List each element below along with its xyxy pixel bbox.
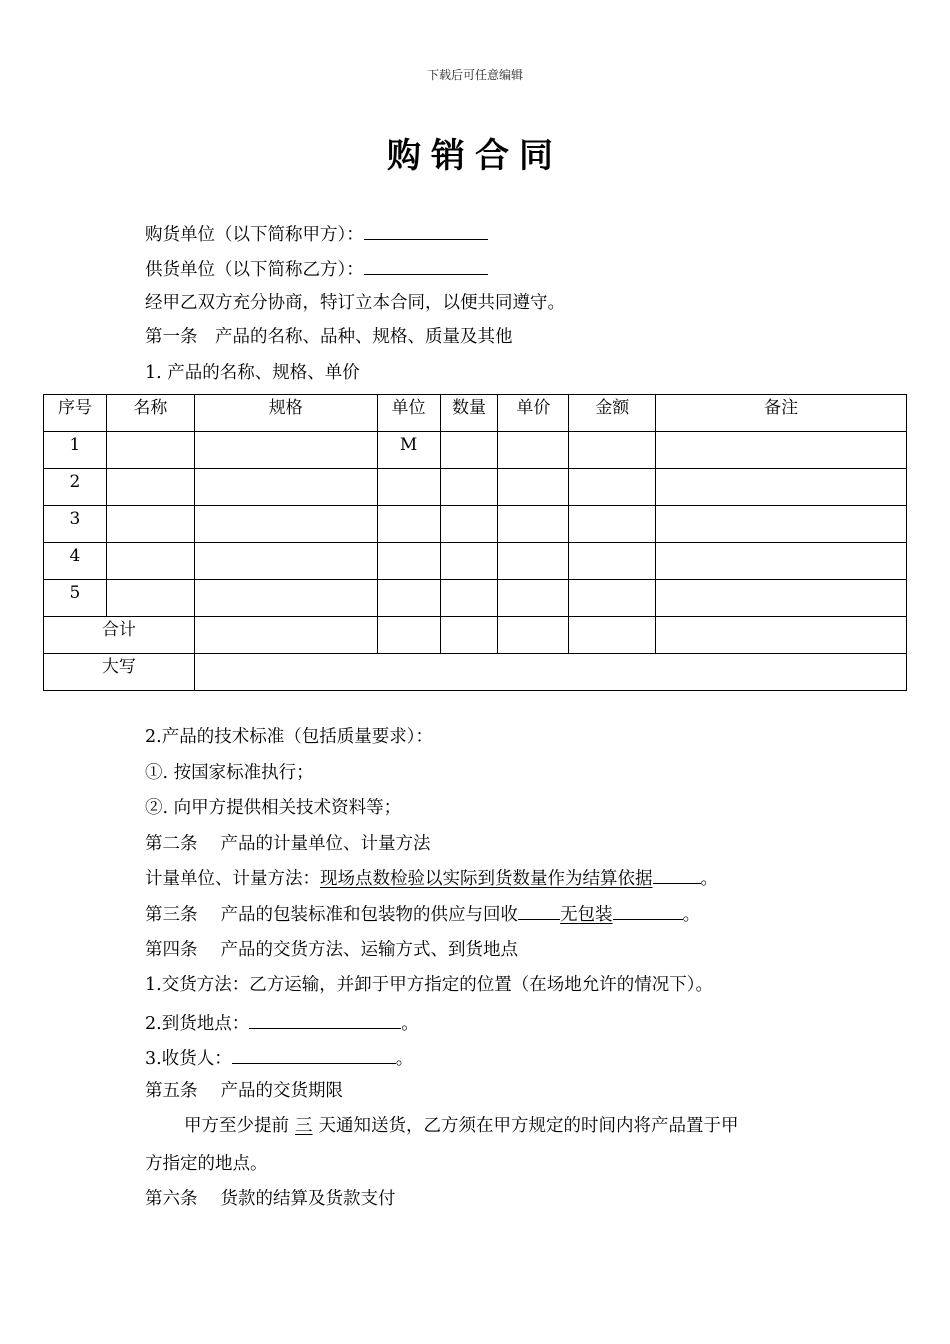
table-cell[interactable] [440,580,498,617]
table-cell[interactable]: M [377,432,440,469]
deadline-text-a: 甲方至少提前 [184,1116,289,1136]
measure-line [145,868,718,890]
total-row [44,617,907,654]
article1-sub2: 2.产品的技术标准（包括质量要求）： [145,727,433,747]
article1-sub1: 1. 产品的名称、规格、单价 [145,363,360,383]
row-number-cell: 2 [44,469,107,506]
table-cell[interactable] [194,543,377,580]
buyer-blank[interactable] [364,221,488,240]
table-cell[interactable] [656,543,907,580]
goods-table [43,394,907,691]
row-number-cell: 4 [44,543,107,580]
table-header-cell: 单位 [377,395,440,432]
table-cell[interactable] [656,432,907,469]
buyer-line [145,221,488,246]
table-row [44,580,907,617]
total-cell[interactable] [440,617,498,654]
total-cell[interactable] [498,617,569,654]
table-row [44,506,907,543]
table-cell[interactable] [440,469,498,506]
table-cell[interactable] [106,432,194,469]
standard-item-1: ①. 按国家标准执行； [145,763,314,783]
measure-value: 现场点数检验以实际到货数量作为结算依据 [320,869,653,889]
table-header-cell: 金额 [569,395,656,432]
delivery-place-blank[interactable] [249,1010,401,1029]
deadline-text-b: 天通知送货，乙方须在甲方规定的时间内将产品置于甲 [318,1116,739,1136]
measure-end: 。 [700,869,718,889]
total-cell[interactable] [569,617,656,654]
table-cell[interactable] [106,580,194,617]
table-cell[interactable] [377,580,440,617]
table-header-cell: 单价 [498,395,569,432]
table-cell[interactable] [377,506,440,543]
article5-heading: 第五条 产品的交货期限 [145,1081,344,1101]
table-row [44,469,907,506]
packaging-value: 无包装 [560,905,613,925]
receiver-label: 3.收货人： [145,1049,232,1069]
article1-heading: 第一条 产品的名称、品种、规格、质量及其他 [145,327,513,347]
agreement-text: 经甲乙双方充分协商，特订立本合同，以便共同遵守。 [145,293,565,313]
table-cell[interactable] [656,506,907,543]
table-cell[interactable] [106,543,194,580]
notice-days: 三 [295,1116,313,1136]
packaging-blank-post[interactable] [613,904,683,920]
table-row [44,432,907,469]
receiver-line [145,1045,413,1070]
standard-item-2: ②. 向甲方提供相关技术资料等； [145,798,402,818]
table-cell[interactable] [194,506,377,543]
packaging-label: 第三条 产品的包装标准和包装物的供应与回收 [145,905,519,925]
delivery-place-end: 。 [401,1014,419,1034]
table-cell[interactable] [440,506,498,543]
packaging-line [145,904,700,926]
capital-label: 大写 [44,654,195,691]
table-cell[interactable] [569,432,656,469]
row-number-cell: 1 [44,432,107,469]
article4-heading: 第四条 产品的交货方法、运输方式、到货地点 [145,940,519,960]
table-cell[interactable] [498,580,569,617]
packaging-end: 。 [682,905,701,925]
table-cell[interactable] [377,543,440,580]
table-header-cell: 序号 [44,395,107,432]
total-label: 合计 [44,617,195,654]
table-cell[interactable] [498,469,569,506]
table-header-cell: 数量 [440,395,498,432]
receiver-end: 。 [395,1049,414,1069]
table-cell[interactable] [498,432,569,469]
table-header-row [44,395,907,432]
seller-line [145,256,488,281]
table-cell[interactable] [569,543,656,580]
total-cell[interactable] [377,617,440,654]
deadline-text-line2: 方指定的地点。 [145,1154,268,1174]
packaging-blank-pre[interactable] [518,904,560,920]
table-cell[interactable] [440,543,498,580]
table-row [44,543,907,580]
table-cell[interactable] [656,580,907,617]
table-cell[interactable] [106,469,194,506]
delivery-place-line [145,1010,419,1035]
row-number-cell: 3 [44,506,107,543]
row-number-cell: 5 [44,580,107,617]
table-cell[interactable] [569,469,656,506]
seller-label: 供货单位（以下简称乙方）： [145,260,364,280]
table-cell[interactable] [498,506,569,543]
total-cell[interactable] [194,617,377,654]
table-cell[interactable] [498,543,569,580]
table-cell[interactable] [569,506,656,543]
table-cell[interactable] [569,580,656,617]
total-cell[interactable] [656,617,907,654]
buyer-label: 购货单位（以下简称甲方）： [145,225,364,245]
capital-row [44,654,907,691]
header-note: 下载后可任意编辑 [426,68,523,82]
table-cell[interactable] [194,580,377,617]
article2-heading: 第二条 产品的计量单位、计量方法 [145,834,431,854]
table-cell[interactable] [106,506,194,543]
table-cell[interactable] [440,432,498,469]
deadline-text-line1 [184,1115,739,1137]
table-cell[interactable] [377,469,440,506]
table-header-cell: 规格 [194,395,377,432]
table-header-cell: 备注 [656,395,907,432]
table-cell[interactable] [194,432,377,469]
contract-title: 购销合同 [387,136,563,176]
table-header-cell: 名称 [106,395,194,432]
table-cell[interactable] [194,469,377,506]
receiver-blank[interactable] [232,1045,396,1064]
delivery-place-label: 2.到货地点： [145,1014,250,1034]
capital-amount-cell[interactable] [194,654,906,691]
delivery-method: 1.交货方法：乙方运输，并卸于甲方指定的位置（在场地允许的情况下）。 [145,975,713,995]
measure-blank[interactable] [653,868,701,884]
measure-label: 计量单位、计量方法： [145,869,320,889]
seller-blank[interactable] [364,256,488,275]
table-cell[interactable] [656,469,907,506]
article6-heading: 第六条 货款的结算及货款支付 [145,1189,396,1209]
